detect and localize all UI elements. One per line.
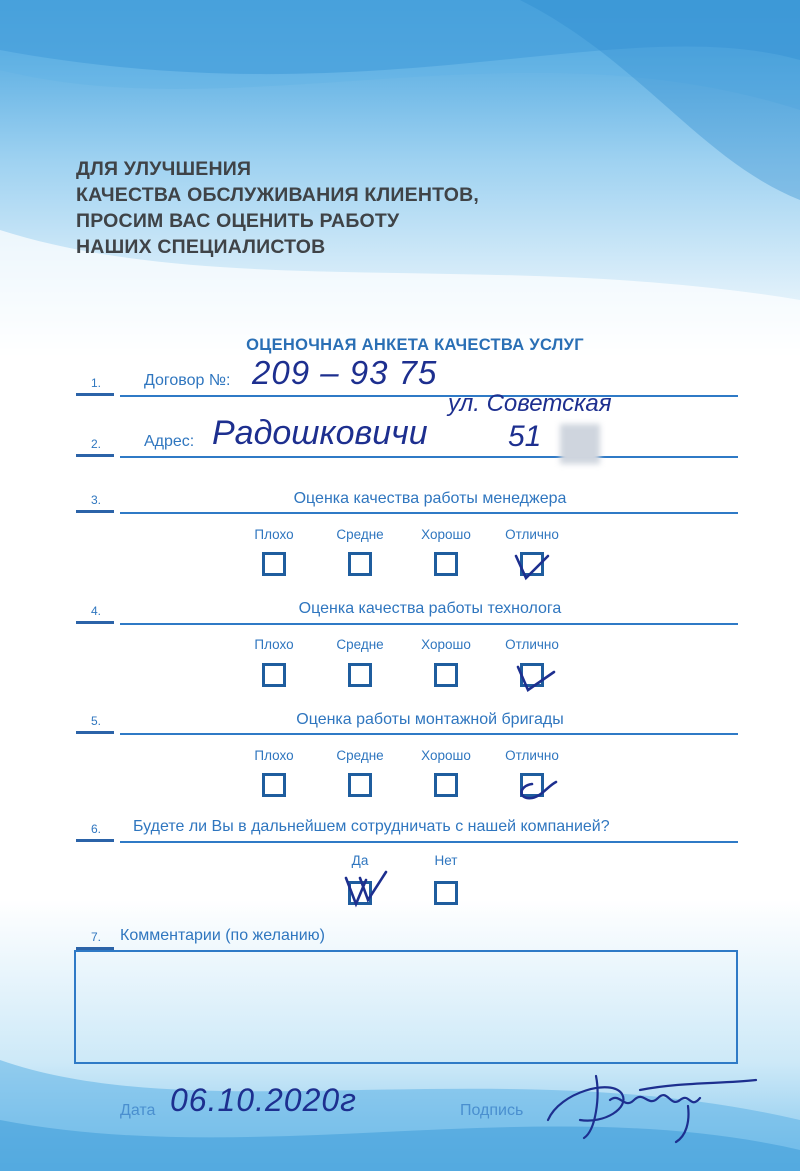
q5-option-label-poor: Плохо xyxy=(254,748,294,763)
date-label: Дата xyxy=(120,1102,156,1119)
address-house-handwritten[interactable]: 51 xyxy=(508,420,542,453)
q4-option-label-average: Средне xyxy=(336,637,384,652)
q5-checkmark xyxy=(522,782,557,798)
q5-option-label-good: Хорошо xyxy=(421,748,471,763)
q4-option-label-good: Хорошо xyxy=(421,637,471,652)
address-label: Адрес: xyxy=(144,433,195,450)
q3-option-label-poor: Плохо xyxy=(254,527,294,542)
q5-option-label-average: Средне xyxy=(336,748,384,763)
item-2-number: 2. xyxy=(91,437,102,451)
item-6-number: 6. xyxy=(91,822,102,836)
signature-label: Подпись xyxy=(460,1102,524,1119)
heading-line-1: ДЛЯ УЛУЧШЕНИЯ xyxy=(76,158,252,180)
item-5-number: 5. xyxy=(91,714,102,728)
q7-title: Комментарии (по желанию) xyxy=(120,927,325,944)
heading-line-2: КАЧЕСТВА ОБСЛУЖИВАНИЯ КЛИЕНТОВ, xyxy=(76,184,480,206)
q4-option-label-excellent: Отлично xyxy=(505,637,559,652)
q5-option-label-excellent: Отлично xyxy=(505,748,559,763)
q3-option-label-excellent: Отлично xyxy=(505,527,559,542)
q3-title: Оценка качества работы менеджера xyxy=(293,490,567,507)
q3-option-label-average: Средне xyxy=(336,527,384,542)
item-7-number: 7. xyxy=(91,930,102,944)
q5-title: Оценка работы монтажной бригады xyxy=(296,711,564,728)
date-handwritten[interactable]: 06.10.2020г xyxy=(170,1082,357,1118)
item-1-number: 1. xyxy=(91,376,102,390)
address-city-handwritten[interactable]: Радошковичи xyxy=(212,414,428,452)
q4-option-label-poor: Плохо xyxy=(254,637,294,652)
q6-checkmark xyxy=(346,872,386,904)
q3-checkmark xyxy=(516,556,548,578)
signature-handwritten xyxy=(548,1076,756,1142)
address-street-handwritten[interactable]: ул. Советская xyxy=(448,390,612,417)
item-3-number: 3. xyxy=(91,493,102,507)
item-4-number: 4. xyxy=(91,604,102,618)
q6-option-label-yes: Да xyxy=(351,853,369,868)
form-title: ОЦЕНОЧНАЯ АНКЕТА КАЧЕСТВА УСЛУГ xyxy=(246,336,584,354)
heading-line-3: ПРОСИМ ВАС ОЦЕНИТЬ РАБОТУ xyxy=(76,210,400,232)
contract-number-handwritten[interactable]: 209 – 93 75 xyxy=(252,354,438,391)
q4-title: Оценка качества работы технолога xyxy=(298,600,562,617)
q4-checkmark xyxy=(518,667,554,690)
q6-option-label-no: Нет xyxy=(434,853,458,868)
q3-option-label-good: Хорошо xyxy=(421,527,471,542)
contract-label: Договор №: xyxy=(144,372,231,389)
heading-line-4: НАШИХ СПЕЦИАЛИСТОВ xyxy=(76,236,326,258)
q6-title: Будете ли Вы в дальнейшем сотрудничать с нашей компанией? xyxy=(133,818,610,835)
